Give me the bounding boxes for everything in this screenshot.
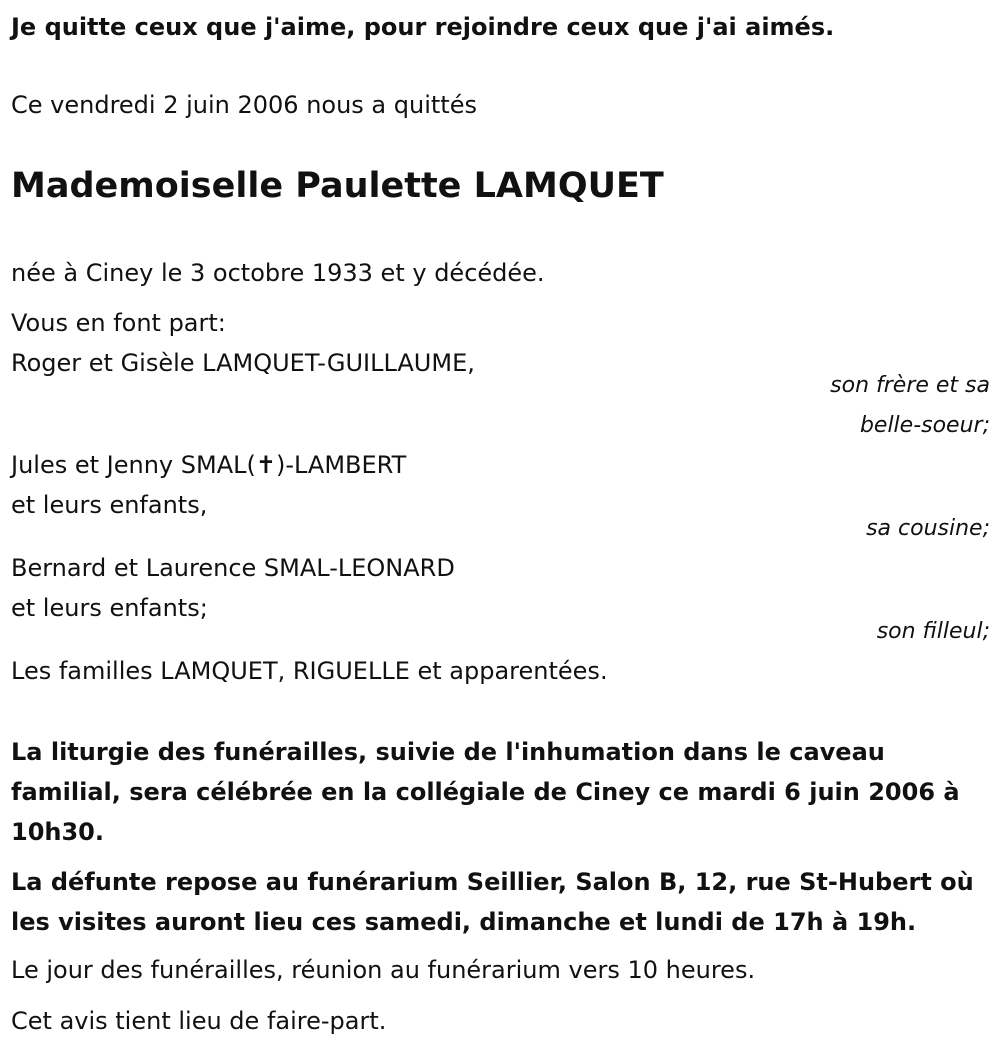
mourner-relation: sa cousine; [866, 516, 990, 541]
mourner-relation: belle-soeur; [859, 413, 990, 438]
epigraph: Je quitte ceux que j'aime, pour rejoindre ceux que j'ai aimés. [11, 13, 835, 41]
mourner-name: Jules et Jenny SMAL(✝)-LAMBERT [11, 451, 407, 479]
viewing-info: La défunte repose au funérarium Seillier, Salon B, 12, rue St-Hubert où les visites auront lieu ces samedi, dimanche et lundi de 17h à 19h. [11, 868, 974, 936]
notice-line: Cet avis tient lieu de faire-part. [11, 1007, 387, 1035]
intro-line: Ce vendredi 2 juin 2006 nous a quittés [11, 91, 477, 119]
announce-line: Vous en font part: [11, 309, 226, 337]
mourner-name: et leurs enfants, [11, 491, 208, 519]
families-line: Les familles LAMQUET, RIGUELLE et apparentées. [11, 657, 608, 685]
mourner-relation: son filleul; [876, 619, 990, 644]
funeral-info: La liturgie des funérailles, suivie de l'inhumation dans le caveau familial, sera célébrée en la collégiale de Ciney ce mardi 6 juin 2006 à 10h30. [11, 738, 960, 846]
mourner-name: Bernard et Laurence SMAL-LEONARD [11, 554, 455, 582]
mourner-name: Roger et Gisèle LAMQUET-GUILLAUME, [11, 349, 475, 377]
deceased-name: Mademoiselle Paulette LAMQUET [11, 166, 664, 206]
meeting-info: Le jour des funérailles, réunion au funérarium vers 10 heures. [11, 956, 756, 984]
mourner-name: et leurs enfants; [11, 594, 208, 622]
mourner-relation: son frère et sa [830, 373, 990, 398]
birth-death-line: née à Ciney le 3 octobre 1933 et y décédée. [11, 259, 545, 287]
